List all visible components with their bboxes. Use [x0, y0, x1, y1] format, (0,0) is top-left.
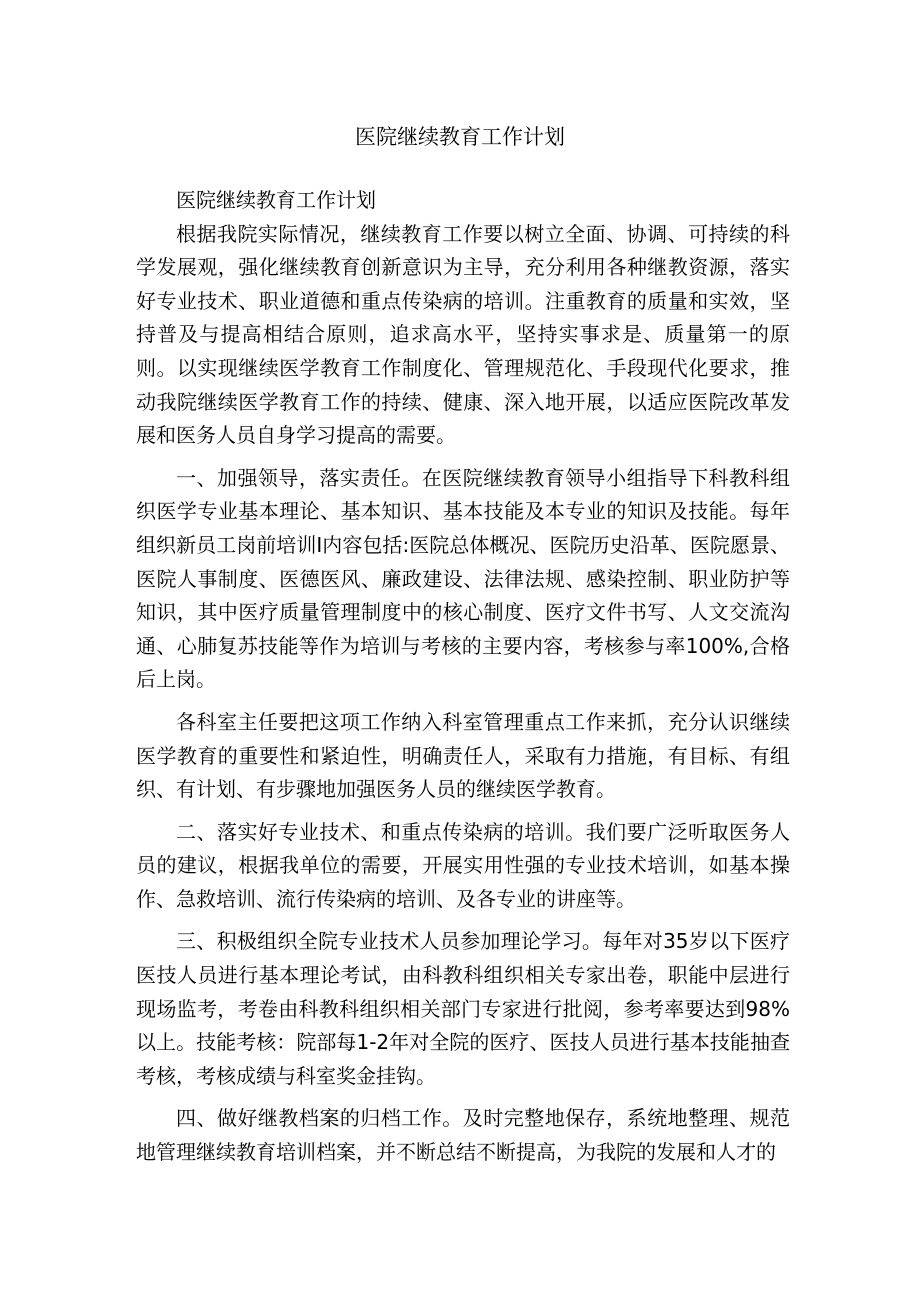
paragraph-subtitle: 医院继续教育工作计划: [176, 188, 376, 212]
document-title: 医院继续教育工作计划: [355, 125, 565, 149]
paragraph-department-heads: 各科室主任要把这项工作纳入科室管理重点工作来抓，充分认识继续医学教育的重要性和紧迫性，明确责任人，采取有力措施，有目标、有组织、有计划、有步骤地加强医务人员的继续医学教育。: [136, 709, 790, 802]
document-body: [136, 184, 790, 1179]
paragraph-section-2: 二、落实好专业技术、和重点传染病的培训。我们要广泛听取医务人员的建议，根据我单位的需要，开展实用性强的专业技术培训，如基本操作、急救培训、流行传染病的培训、及各专业的讲座等。: [136, 819, 790, 911]
paragraph-intro: 根据我院实际情况，继续教育工作要以树立全面、协调、可持续的科学发展观，强化继续教育创新意识为主导，充分利用各种继教资源，落实好专业技术、职业道德和重点传染病的培训。注重教育的质量和实效，坚持普及与提高相结合原则，追求高水平，坚持实事求是、质量第一的原则。以实现继续医学教育工作制度化、管理规范化、手段现代化要求，推动我院继续医学教育工作的持续、健康、深入地开展，以适应医院改革发展和医务人员自身学习提高的需要。: [136, 221, 790, 448]
paragraph-section-1: 一、加强领导，落实责任。在医院继续教育领导小组指导下科教科组织医学专业基本理论、基本知识、基本技能及本专业的知识及技能。每年组织新员工岗前培训I内容包括:医院总体概况、医院历史沿革、医院愿景、医院人事制度、医德医风、廉政建设、法律法规、感染控制、职业防护等知识，其中医疗质量管理制度中的核心制度、医疗文件书写、人文交流沟通、心肺复苏技能等作为培训与考核的主要内容，考核参与率100%,合格后上岗。: [136, 465, 790, 692]
paragraph-section-4: 四、做好继教档案的归档工作。及时完整地保存，系统地整理、规范地管理继续教育培训档案，并不断总结不断提高，为我院的发展和人才的: [136, 1106, 790, 1165]
paragraph-section-3: 三、积极组织全院专业技术人员参加理论学习。每年对35岁以下医疗医技人员进行基本理论考试，由科教科组织相关专家出卷，职能中层进行现场监考，考卷由科教科组织相关部门专家进行批阅，参考率要达到98%以上。技能考核：院部每1-2年对全院的医疗、医技人员进行基本技能抽查考核，考核成绩与科室奖金挂钩。: [136, 929, 790, 1088]
